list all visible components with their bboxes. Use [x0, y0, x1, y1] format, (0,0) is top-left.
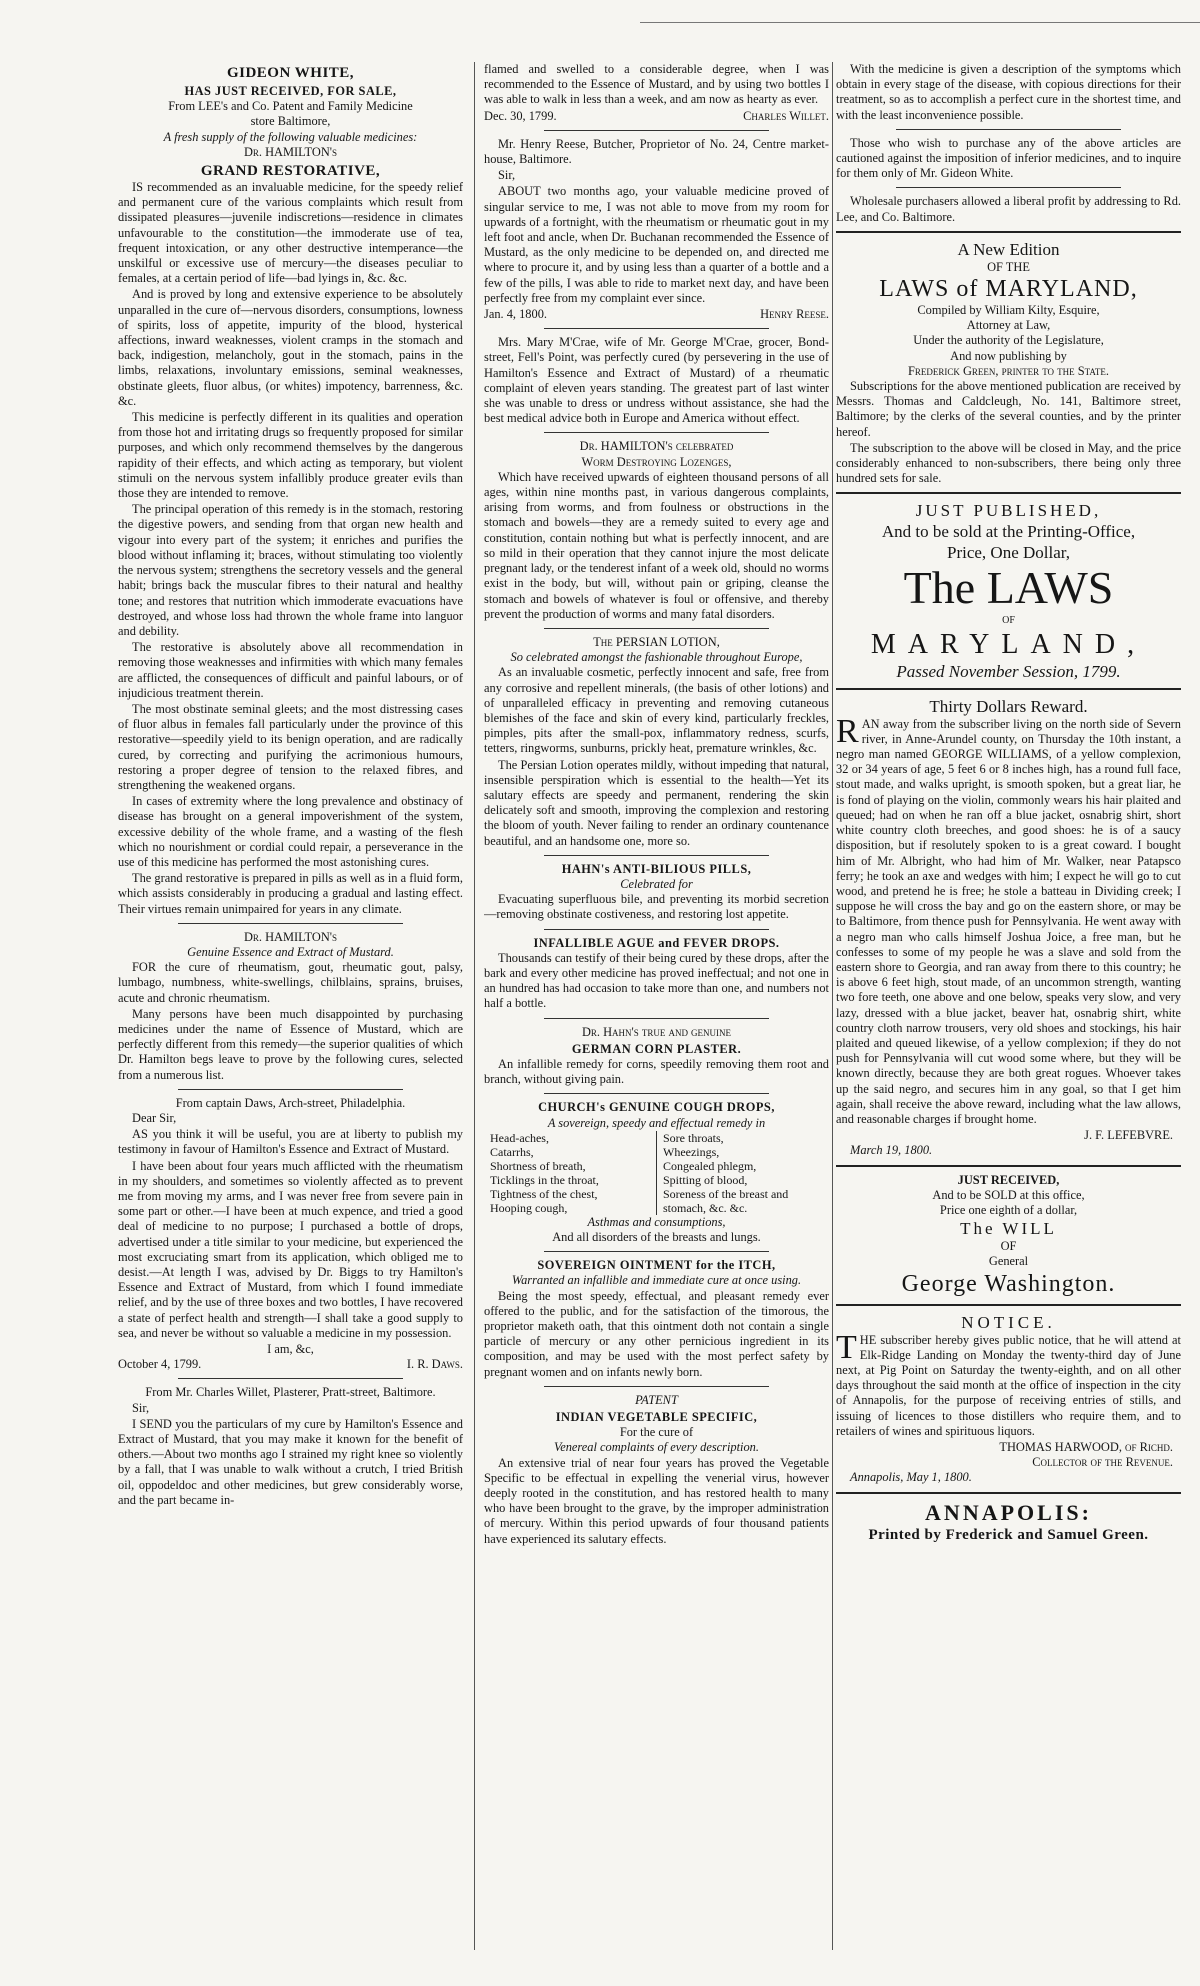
letter-date: October 4, 1799. [118, 1357, 202, 1372]
letter-date: Dec. 30, 1799. [484, 108, 557, 123]
list-item: Spitting of blood, [663, 1172, 748, 1187]
list-item: Ticklings in the throat, [490, 1172, 599, 1187]
paragraph: flamed and swelled to a considerable degree, when I was recommended to the Essence of Mustard, and by using two bottles I was able to walk in less than a week, and am now as hearty as ever. [484, 62, 829, 107]
column-rule [832, 62, 833, 1950]
section-heading: The PERSIAN LOTION, [593, 634, 720, 649]
paragraph: Evacuating superfluous bile, and preventing its morbid secretion—removing obstinate costiveness, and restoring lost appetite. [484, 892, 829, 922]
divider [178, 1378, 403, 1379]
section-subheading: A sovereign, speedy and effectual remedy in [547, 1115, 766, 1130]
salutation: Dear Sir, [132, 1111, 177, 1125]
ailment-list [484, 1131, 829, 1215]
paragraph: This medicine is perfectly different in its qualities and operation from those hot and irritating drugs so frequently proposed for similar purposes, and which only recommend themselves by the dangerous rapidity of their effects, and which acting as temporary, but violent stimuli on the nervous system infallibly produce greater evils than those they are intended to remove. [118, 410, 463, 501]
letter-signature: Henry Reese. [760, 307, 829, 322]
paragraph: And is proved by long and extensive experience to be absolutely unparalled in the cure of—nervous disorders, consumptions, lowness of spirits, loss of appetite, impurity of the blood, hysterical affections, inward weaknesses, violent cramps in the stomach and back, indigestion, melancholy, gout in the stomach, pains in the limbs, relaxations, involuntary emissions, seminal weaknesses, obstinate gleets, fluor albus, (or whites) impotency, barrenness, &c. &c. [118, 287, 463, 408]
section-heading: GRAND RESTORATIVE, [200, 163, 381, 180]
paragraph: Many persons have been much disappointed by purchasing medicines under the name of Essence of Mustard, which are perfectly different from this remedy—the superior qualities of which Dr. Hamilton begs leave to prove by the following cures, selected from a numerous list. [118, 1006, 463, 1082]
section-heading: INFALLIBLE AGUE and FEVER DROPS. [533, 935, 780, 950]
section-subheading: Warranted an infallible and immediate cure at once using. [511, 1273, 802, 1288]
divider [544, 1093, 769, 1094]
closing: I am, &c, [267, 1342, 314, 1357]
publication-heading: JUST PUBLISHED, [915, 501, 1102, 521]
paragraph: With the medicine is given a description of the symptoms which obtain in every stage of the disease, with copious directions for their treatment, so as to accomplish a perfect cure in the shortest time, and with the least inconvenience possible. [836, 62, 1181, 122]
section-heading: Dr. Hahn's true and genuine [581, 1024, 732, 1039]
paragraph: In cases of extremity where the long prevalence and obstinacy of disease has brought on a general impoverishment of the system, excessive debility of the whole frame, and a wasting of the flesh which no nourishment or cordial could repair, a perseverance in the use of this medicine has performed the most astonishing cures. [118, 794, 463, 869]
publication-title: MARYLAND, [870, 628, 1147, 660]
received-heading: JUST RECEIVED, [957, 1172, 1060, 1187]
ailment-list-left [484, 1131, 656, 1215]
divider [544, 432, 769, 433]
received-title: George Washington. [901, 1270, 1116, 1297]
paragraph: I SEND you the particulars of my cure by Hamilton's Essence and Extract of Mustard, that you may make it known for the benefit of others.—About two months ago I strained my right knee so violently by a fall, that I was unable to walk without a crutch, I tried British oil, oppodeldoc and other medicines, but grew considerably worse, and the part became in- [118, 1416, 463, 1507]
notice-signature: Collector of the Revenue. [1032, 1455, 1173, 1470]
letter-from: From Mr. Charles Willet, Plasterer, Pratt-street, Baltimore. [145, 1385, 436, 1400]
paragraph: Which have received upwards of eighteen thousand persons of all ages, within nine months past, in various dangerous complaints, arising from worms, and from foulness or obstructions in the stomach and bowels—they are a remedy suited to every age and constitution, contain nothing but what is perfectly innocent, and are so mild in their operation that they cannot injure the most delicate pregnant lady, or the tenderest infant of a week old, should no worms exist in the body, but will, without pain or griping, cleanse the stomach and bowels of whatever is foul or offensive, and thereby prevent the production of worms and many fatal disorders. [484, 469, 829, 621]
advert-line: HAS JUST RECEIVED, FOR SALE, [184, 84, 397, 98]
edition-line: OF THE [987, 259, 1030, 274]
divider [544, 328, 769, 329]
paragraph: An extensive trial of near four years has proved the Vegetable Specific to be effectual in expelling the venerial virus, however deeply rooted in the constitution, and has restored health to many who have been brought to the grave, by the improper administration of mercury. Within this period upwards of four thousand patients have experienced its salutary effects. [484, 1455, 829, 1546]
list-item: Shortness of breath, [490, 1158, 586, 1173]
notice-signature: THOMAS HARWOOD, of Richd. [999, 1440, 1173, 1454]
received-line: OF [1000, 1239, 1017, 1254]
letter-signature: Charles Willet. [743, 108, 829, 123]
edition-line: Frederick Green, printer to the State. [907, 363, 1110, 378]
publication-title: The LAWS [903, 562, 1114, 614]
received-line: Price one eighth of a dollar, [939, 1202, 1078, 1217]
publication-line: And to be sold at the Printing-Office, [881, 522, 1136, 542]
paragraph: Those who wish to purchase any of the above articles are cautioned against the imposition of inferior medicines, and to inquire for them only of Mr. Gideon White. [836, 135, 1181, 181]
publication-line: Price, One Dollar, [946, 543, 1070, 563]
section-subheading: Celebrated for [620, 876, 693, 891]
divider [896, 187, 1121, 188]
divider [178, 923, 403, 924]
salutation: Sir, [498, 168, 516, 183]
section-heading: INDIAN VEGETABLE SPECIFIC, [555, 1410, 758, 1425]
imprint-printers: Printed by Frederick and Samuel Green. [868, 1526, 1149, 1543]
divider [544, 855, 769, 856]
column-2 [484, 62, 829, 1950]
date-signature-line [484, 307, 829, 322]
section-subheading: For the cure of [619, 1425, 694, 1440]
divider [836, 688, 1181, 690]
divider [836, 1492, 1181, 1494]
section-heading: Dr. HAMILTON's celebrated [579, 439, 734, 454]
paragraph: The grand restorative is prepared in pills as well as in a fluid form, which assists considerably in producing a gradual and lasting effect. Their virtues remain unimpaired for years in any climate. [118, 871, 463, 916]
paragraph: The Persian Lotion operates mildly, without impeding that natural, insensible perspiration which is essential to the health—Yet its salutary effects are speedy and permanent, rendering the skin delicately soft and smooth, improving the complexion and restoring the bloom of youth. Never failing to render an ordinary countenance beautiful, and an handsome one, more so. [484, 757, 829, 848]
list-item: Soreness of the breast and [663, 1186, 789, 1201]
list-item: Head-aches, [490, 1130, 549, 1145]
list-item: Sore throats, [663, 1130, 724, 1145]
top-rule [640, 22, 1200, 23]
column-3 [836, 62, 1181, 1950]
section-subheading: Genuine Essence and Extract of Mustard. [187, 944, 394, 959]
paragraph: As an invaluable cosmetic, perfectly innocent and safe, free from any corrosive and repellent minerals, (the basis of other lotions) and of unparalleled efficacy in preventing and removing cutaneous blemishes of the face and skin of every kind, particularly freckles, pimples, pits after the small-pox, inflammatory redness, scurfs, tetters, ringworms, sunburns, prickly heat, premature wrinkles, &c. [484, 665, 829, 756]
section-heading: GERMAN CORN PLASTER. [571, 1041, 742, 1056]
advert-line: store Baltimore, [250, 114, 331, 129]
publication-line: OF [1002, 615, 1015, 627]
letter-from: Mr. Henry Reese, Butcher, Proprietor of No. 24, Centre market-house, Baltimore. [484, 136, 829, 167]
divider [544, 1386, 769, 1387]
paragraph: IS recommended as an invaluable medicine, for the speedy relief and permanent cure of the various complaints which result from dissipated pleasures—juvenile indiscretions—residence in climates unfavourable to the constitution—the immoderate use of tea, frequent intoxication, or any other destructive intemperance—the unskilful or excessive use of mercury—the diseases peculiar to females, at a certain period of life—bad lyings in, &c. &c. [118, 180, 463, 286]
section-heading: Worm Destroying Lozenges, [581, 454, 732, 469]
divider [836, 231, 1181, 233]
list-item: Congealed phlegm, [663, 1158, 757, 1173]
reward-signature: J. F. LEFEBVRE. [1084, 1128, 1173, 1143]
divider [544, 130, 769, 131]
letter-date: Jan. 4, 1800. [484, 307, 547, 322]
notice-date: Annapolis, May 1, 1800. [850, 1470, 972, 1485]
paragraph: I have been about four years much afflicted with the rheumatism in my shoulders, and sometimes so violently affected as to prevent me from moving my arms, and I was never free from severe pain in some part or other.—I have been at much expence, and tried a good deal of medicine to no purpose; I purchased a bottle of drops, advertised under a title similar to your medicine, but experienced the most excruciating smart from its application, which obliged me to desist.—At length I was, advised by Dr. Biggs to try Hamilton's Essence and Extract of Mustard, from which I found immediate relief, and by the use of three boxes and two bottles, I have recovered a state of perfect health and strength—I shall take a good supply to sea, and never be without so valuable a medicine in my possession. [118, 1158, 463, 1340]
edition-line: Compiled by William Kilty, Esquire, [917, 303, 1100, 318]
section-subheading: So celebrated amongst the fashionable throughout Europe, [510, 650, 803, 665]
letter-signature: I. R. Daws. [406, 1357, 463, 1372]
publication-line: Passed November Session, 1799. [896, 661, 1121, 681]
divider [544, 628, 769, 629]
received-title: The WILL [960, 1219, 1057, 1239]
paragraph: The principal operation of this remedy is in the stomach, restoring the digestive powers, and sending from that organ new health and vigour into every part of the system; it enriches and purifies the blood without inflaming it; braces, without stimulating too violently the nervous system; strengthens the secretory vessels and the general habit; brings back the muscular fibres to their natural and healthy tone; and restores that nutrition which immoderate evacuations have destroyed, and whose loss had thrown the whole frame into languor and debility. [118, 502, 463, 638]
paragraph: The subscription to the above will be closed in May, and the price considerably enhanced to non-subscribers, there being only three hundred sets for sale. [836, 440, 1181, 486]
divider [836, 1165, 1181, 1167]
section-heading: HAHN's ANTI-BILIOUS PILLS, [561, 861, 752, 876]
paragraph: ABOUT two months ago, your valuable medicine proved of singular service to me, I was not able to move from my room for upwards of a fortnight, with the rheumatism or rheumatic gout in my left foot and ancle, when Dr. Buchanan recommended the Essence of Mustard, as the only medicine to be depended on, and directed me where to procure it, and by using less than a quarter of a bottle and a few of the pills, I was able to ride to market next day, and have been perfectly free from my complaint ever since. [484, 184, 829, 305]
section-heading: Dr. HAMILTON's [243, 144, 338, 159]
divider [836, 1304, 1181, 1306]
list-item: Tightness of the chest, [490, 1186, 598, 1201]
list-item: Hooping cough, [490, 1200, 568, 1215]
divider [896, 129, 1121, 130]
paragraph: The most obstinate seminal gleets; and the most distressing cases of fluor albus in females fall particularly under the province of this restorative—speedily yield to its benign operation, and are radically cured, by correcting and purifying the acrimonious humours, restoring a proper degree of tension to the relaxed fibres, and strengthening the weakened organs. [118, 701, 463, 792]
list-tail: Asthmas and consumptions, [587, 1214, 726, 1229]
column-rule [474, 62, 475, 1950]
paragraph: FOR the cure of rheumatism, gout, rheumatic gout, palsy, lumbago, numbness, white-swellings, chilblains, sprains, bruises, acute and chronic rheumatism. [118, 960, 463, 1005]
imprint-place: ANNAPOLIS: [925, 1499, 1092, 1525]
edition-line: And now publishing by [950, 348, 1067, 363]
edition-title: LAWS of MARYLAND, [879, 276, 1138, 303]
advertiser-name: GIDEON WHITE, [226, 65, 355, 81]
section-heading: SOVEREIGN OINTMENT for the ITCH, [537, 1258, 776, 1273]
paragraph: The restorative is absolutely above all recommendation in removing those weaknesses and infirmities with which many females are afflicted, the consequences of difficult and painful labours, or of injudicious treatment therein. [118, 640, 463, 700]
column-1 [118, 62, 463, 1950]
paragraph: Thousands can testify of their being cured by these drops, after the bark and every other medicine has proved ineffectual; and not one in an hundred has had occasion to take more than one, and numbers not half a bottle. [484, 950, 829, 1011]
divider [178, 1089, 403, 1090]
paragraph: An infallible remedy for corns, speedily removing them root and branch, without giving pain. [484, 1056, 829, 1087]
date-signature-line [484, 109, 829, 124]
letter-from: From captain Daws, Arch-street, Philadelphia. [175, 1095, 406, 1110]
advert-line: From LEE's and Co. Patent and Family Medicine [168, 99, 413, 114]
section-heading: Dr. HAMILTON's [243, 929, 338, 944]
advert-line: A fresh supply of the following valuable medicines: [163, 129, 418, 144]
received-line: And to be SOLD at this office, [932, 1187, 1085, 1202]
reward-heading: Thirty Dollars Reward. [929, 696, 1088, 716]
list-tail: And all disorders of the breasts and lungs. [552, 1230, 761, 1244]
paragraph: Mrs. Mary M'Crae, wife of Mr. George M'Crae, grocer, Bond-street, Fell's Point, was perfectly cured (by persevering in the use of Hamilton's Essence and Extract of Mustard) of a rheumatic complaint of eleven years standing. The greatest part of last winter she was unable to dress or undress without assistance, she had the best medical advice both in Europe and America without effect. [484, 335, 829, 426]
notice-heading: NOTICE. [961, 1312, 1056, 1332]
notice-text: THE subscriber hereby gives public notice, that he will attend at Elk-Ridge Landing on Monday the twenty-third day of June next, at Pig Point on Saturday the twenty-eighth, and on all other days throughout the said month at the office of inspection in the city of Annapolis, for the purpose of receiving entries of stills, and issuing of licences to those distillers who require them, and to retailers of wines and spirituous liquors. [836, 1328, 1181, 1438]
paragraph: Subscriptions for the above mentioned publication are received by Messrs. Thomas and Caldcleugh, No. 141, Baltimore street, Baltimore; by the clerks of the several counties, and by the printer hereof. [836, 379, 1181, 439]
paragraph: AS you think it will be useful, you are at liberty to publish my testimony in favour of Hamilton's Essence and Extract of Mustard. [118, 1127, 463, 1157]
divider [544, 1018, 769, 1019]
paragraph: Being the most speedy, effectual, and pleasant remedy ever offered to the public, and for the satisfaction of the timorous, the proprietor maketh oath, that this ointment doth not contain a single particle of mercury or any other pernicious ingredient in its composition, and may be used with the most perfect safety by pregnant women and on infants newly born. [484, 1288, 829, 1379]
reward-date: March 19, 1800. [850, 1143, 933, 1158]
edition-heading: A New Edition [957, 239, 1060, 259]
list-item: Catarrhs, [490, 1144, 534, 1159]
list-item: Wheezings, [663, 1144, 720, 1159]
section-heading: CHURCH's GENUINE COUGH DROPS, [538, 1100, 775, 1115]
list-item: stomach, &c. &c. [663, 1200, 748, 1215]
divider [836, 492, 1181, 494]
divider [544, 929, 769, 930]
ailment-list-right [656, 1131, 829, 1215]
edition-line: Attorney at Law, [966, 318, 1051, 333]
section-heading: PATENT [635, 1392, 678, 1407]
date-signature-line [118, 1357, 463, 1372]
salutation: Sir, [132, 1400, 150, 1415]
edition-line: Under the authority of the Legislature, [913, 333, 1104, 348]
section-subheading: Venereal complaints of every description. [554, 1440, 759, 1455]
received-line: General [988, 1254, 1029, 1269]
divider [544, 1251, 769, 1252]
paragraph: Wholesale purchasers allowed a liberal profit by addressing to Rd. Lee, and Co. Baltimore. [836, 194, 1181, 224]
reward-notice: RAN away from the subscriber living on the north side of Severn river, in Anne-Arundel county, on Thursday the 10th instant, a negro man named GEORGE WILLIAMS, of a yellow complexion, 32 or 34 years of age, 5 feet 6 or 8 inches high, has a round full face, stout made, and walks upright, is smooth spoken, but a great liar, he is fond of playing on the violin, commonly wears his hair plaited and queued; had on when he ran off a blue jacket, osnabrig shirt, short white country cloth breeches, and good shoes: he is of a saucy disposition, but if resolutely spoken to is a great coward. I bought him of Mr. Albright, who had him of Mr. Walker, near Patapsco ferry; he took an axe and wedges with him; I expect he will go to cut wood, and pretend he is free; he stole a batteau in Dividing creek; I suppose he will cross the bay and go on the eastern shore, or may be to Baltimore, from thence push for Pennsylvania. He went away with a negro man who calls himself Joshua Joice, a free man, but he confesses to some of my people he was a slave and sold from the eastern shore to Georgia, and ran away from there to this country; he is above 6 feet high, stout made, of an uncommon strength, wanting two fore teeth, one above and one below, speaks very slow, and very lazy, dressed with a blue jacket, beaver hat, osnabrig shirt, white country cloth narrow trousers, very old shoes and stockings, his hair plaited and queued likewise, of a yellow complexion; if they do not push for Pennsylvania will cut wood some where, but they will be known directly, because they are both great rogues. Whoever takes up the said negro, and secures him in any goal, so that I get him again, shall receive the above reward, including what the law allows, and reasonable charges if brought home. [836, 712, 1181, 1126]
